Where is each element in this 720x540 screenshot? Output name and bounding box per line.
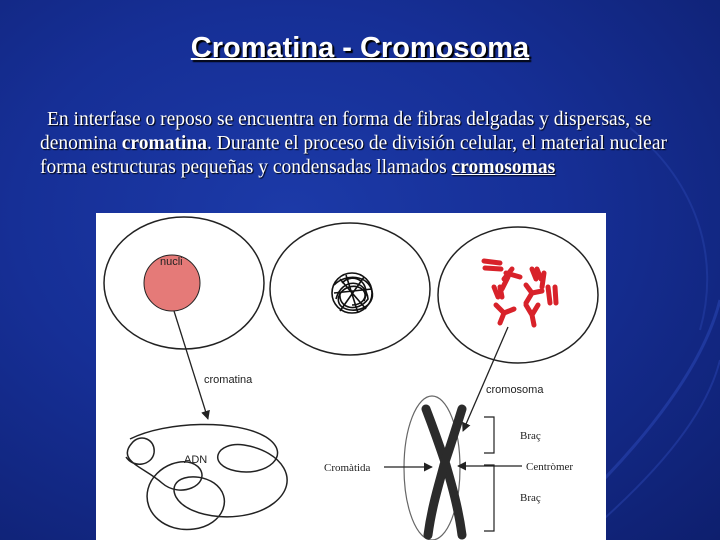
- label-brac-bottom: Braç: [520, 492, 541, 504]
- label-nucli: nucli: [160, 256, 183, 268]
- red-chromosomes: [484, 261, 556, 325]
- slide-title: Cromatina - Cromosoma: [190, 32, 530, 64]
- arrow-nucleus-to-chromatin: [174, 311, 208, 419]
- paragraph-text-1: En interfase o reposo se encuentra en forma de fibras delgadas y dispersas, se denomina: [40, 109, 652, 154]
- bracket-bottom-arm: [484, 465, 494, 531]
- figure-diagram: [96, 213, 606, 540]
- paragraph-text-2: . Durante el proceso de división celular, el material nuclear forma estructuras pequeñas y condensadas llamados: [40, 133, 667, 178]
- label-brac-top: Braç: [520, 430, 541, 442]
- arrow-to-chromosome: [463, 327, 508, 431]
- label-cromosoma: cromosoma: [486, 384, 544, 396]
- chromatin-chromosome-figure: [96, 213, 606, 540]
- label-adn: ADN: [184, 454, 208, 466]
- term-cromatina: cromatina: [121, 133, 207, 154]
- label-centromer: Centròmer: [526, 461, 574, 473]
- metaphase-cell: [438, 227, 598, 363]
- x-chromosome: [426, 409, 462, 535]
- label-cromatina: cromatina: [204, 374, 253, 386]
- bracket-top-arm: [484, 417, 494, 453]
- slide-paragraph: [40, 108, 690, 180]
- condensing-chromatin-tangle: [332, 273, 372, 313]
- label-cromatida: Cromàtida: [324, 462, 371, 474]
- term-cromosomas: cromosomas: [451, 157, 556, 178]
- dna-fiber: [126, 424, 287, 529]
